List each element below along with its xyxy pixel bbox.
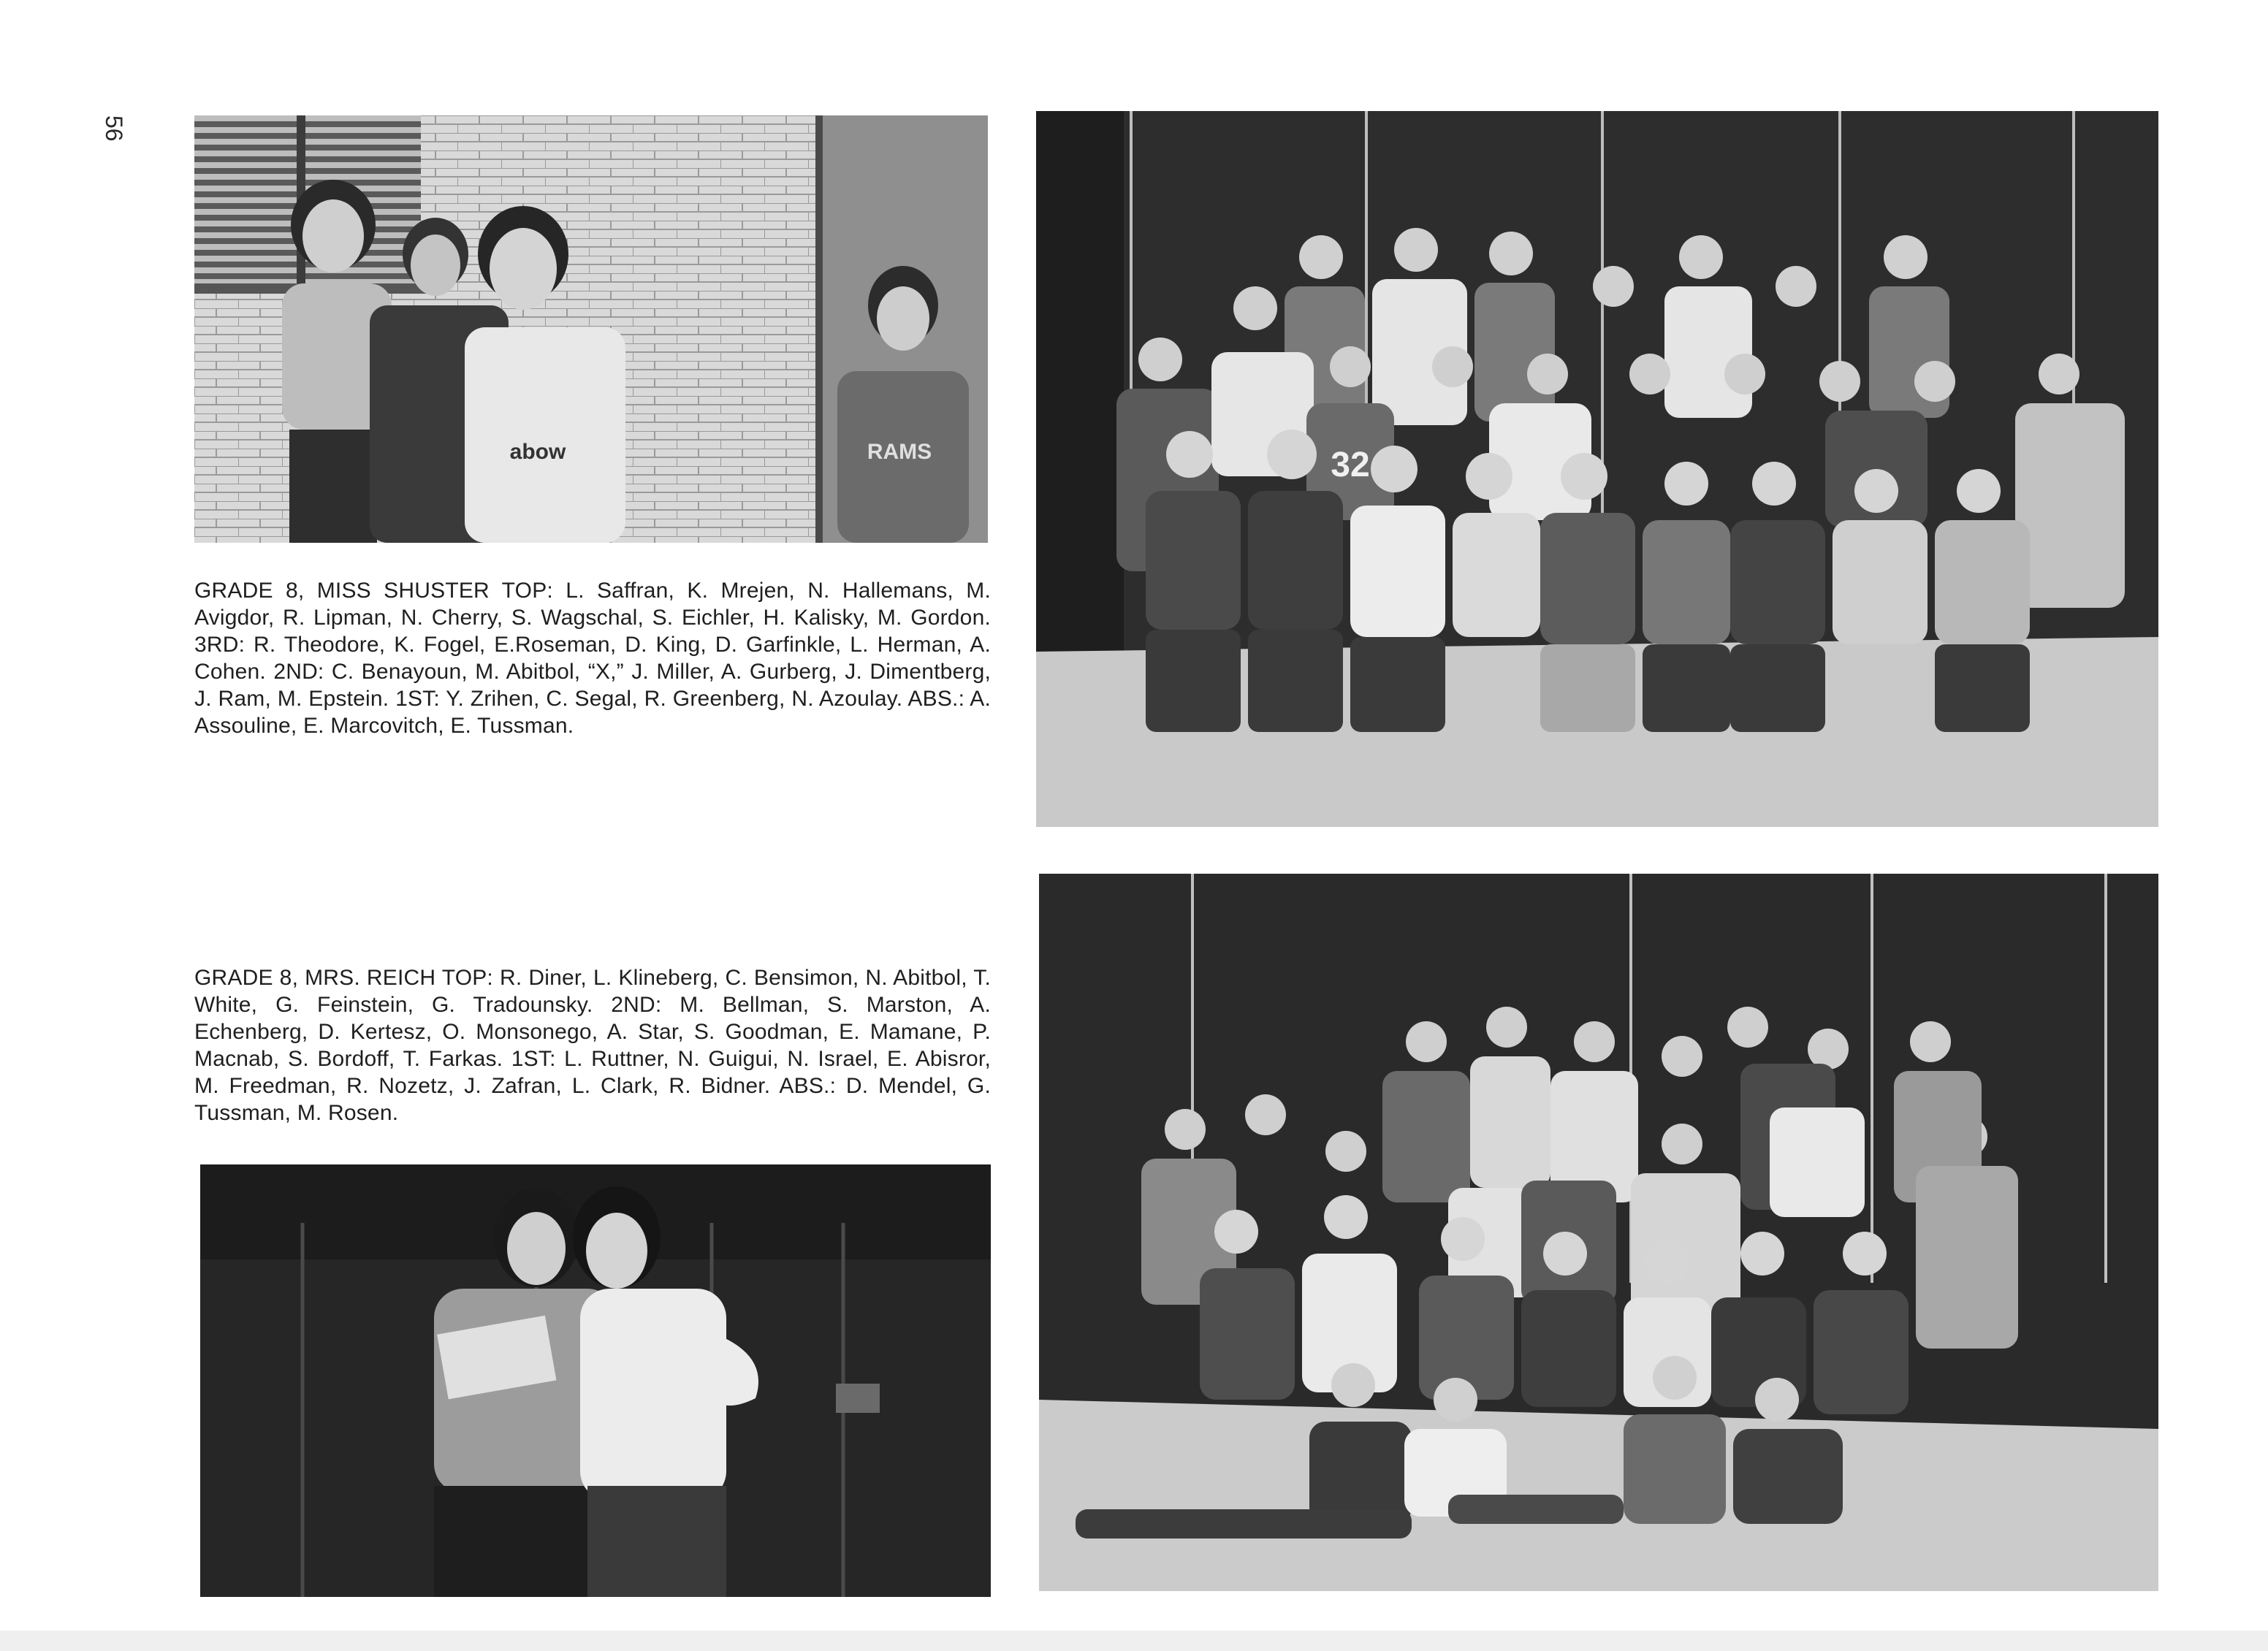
shirt-text-abow: abow	[509, 440, 566, 464]
caption-grade8-miss-shuster: GRADE 8, MISS SHUSTER TOP: L. Saffran, K. Mrejen, N. Hallemans, M. Avigdor, R. Lipman, N. Cherry, S. Wagschal, S. Eichler, H. Kalisky, M. Gordon. 3RD: R. Theodore, K. Fogel, E.Roseman, D. King, D. Garfinkle, L. Herman, A. Cohen. 2ND: C. Benayoun, M. Abitbol, “X,” J. Miller, A. Gurberg, J. Dimentberg, J. Ram, M. Epstein. 1ST: Y. Zrihen, C. Segal, R. Greenberg, N. Azoulay. ABS.: A. Assouline, E. Marcovitch, E. Tussman.	[194, 579, 991, 738]
photo-class-group-shuster-drawing	[1036, 111, 2158, 827]
page-bottom-edge	[0, 1631, 2268, 1651]
photo-boys-in-hallway-drawing	[194, 115, 988, 543]
page-number: 56	[101, 115, 127, 142]
photo-two-girls-in-hallway	[200, 1164, 991, 1597]
shirt-text-rams: RAMS	[867, 440, 932, 464]
photo-class-group-reich	[1039, 874, 2158, 1591]
photo-boys-in-hallway	[194, 115, 988, 543]
photo-two-girls-in-hallway-drawing	[200, 1164, 991, 1597]
caption-grade8-mrs-reich: GRADE 8, MRS. REICH TOP: R. Diner, L. Klineberg, C. Bensimon, N. Abitbol, T. White, G. Feinstein, G. Tradounsky. 2ND: M. Bellman, S. Marston, A. Echenberg, D. Kertesz, O. Monsonego, A. Star, S. Goodman, E. Mamane, P. Macnab, S. Bordoff, T. Farkas. 1ST: L. Ruttner, N. Guigui, N. Israel, E. Abisror, M. Freedman, R. Nozetz, J. Zafran, L. Clark, R. Bidner. ABS.: D. Mendel, G. Tussman, M. Rosen.	[194, 966, 991, 1125]
photo-class-group-shuster	[1036, 111, 2158, 827]
photo-class-group-reich-drawing	[1039, 874, 2158, 1591]
jersey-number: 32	[1331, 446, 1370, 484]
